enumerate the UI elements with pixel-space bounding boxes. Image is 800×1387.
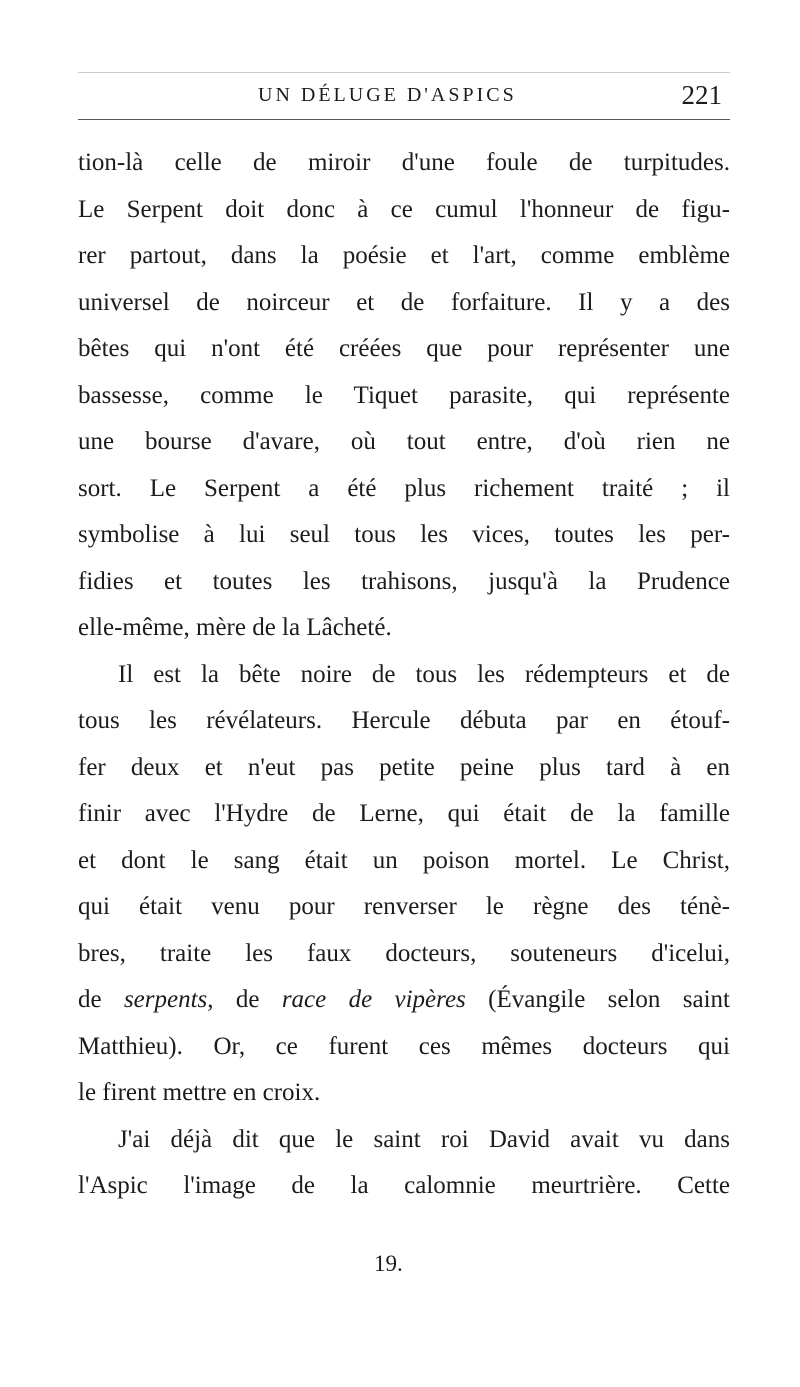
text-line: tion-là celle de miroir d'une foule de turpitudes. — [78, 149, 730, 176]
text-line: sort. Le Serpent a été plus richement traité ; il — [78, 474, 730, 502]
text-line: fer deux et n'eut pas petite peine plus tard à en — [78, 753, 730, 781]
text-line: symbolise à lui seul tous les vices, toutes les per- — [78, 521, 730, 548]
running-title: UN DÉLUGE D'ASPICS — [258, 84, 517, 106]
text-line: universel de noirceur et de forfaiture. Il y a des — [78, 288, 730, 316]
text-line: bêtes qui n'ont été créées que pour représenter une — [78, 335, 730, 362]
text-fragment: , de — [207, 986, 282, 1013]
text-fragment: de — [78, 986, 124, 1013]
text-line: elle-même, mère de la Lâcheté. — [78, 614, 392, 641]
text-line: tous les révélateurs. Hercule débuta par en étouf- — [78, 707, 730, 734]
text-line: Il est la bête noire de tous les rédempteurs et de — [118, 660, 730, 688]
text-line: Matthieu). Or, ce furent ces mêmes docteurs qui — [78, 1032, 730, 1060]
text-line: J'ai déjà dit que le saint roi David avait vu dans — [118, 1125, 730, 1153]
text-line: et dont le sang était un poison mortel. Le Christ, — [78, 846, 730, 874]
text-line: qui était venu pour renverser le règne des ténè- — [78, 893, 730, 920]
body-text — [78, 140, 730, 1210]
text-line: Le Serpent doit donc à ce cumul l'honneur de figu- — [78, 195, 730, 223]
header-rule — [78, 119, 730, 120]
text-line: bassesse, comme le Tiquet parasite, qui représente — [78, 381, 730, 409]
italic-text: race de vipères — [281, 986, 466, 1013]
text-fragment: (Évangile selon saint — [465, 986, 730, 1013]
text-line: une bourse d'avare, où tout entre, d'où rien ne — [78, 428, 730, 455]
text-line: bres, traite les faux docteurs, souteneurs d'icelui, — [78, 939, 730, 967]
italic-text: serpents — [123, 986, 208, 1013]
page-number: 221 — [681, 80, 722, 110]
text-line: l'Aspic l'image de la calomnie meurtrière. Cette — [78, 1172, 730, 1199]
header-top-rule — [78, 72, 730, 73]
text-line — [78, 977, 730, 1024]
text-line: finir avec l'Hydre de Lerne, qui était de la famille — [78, 800, 730, 827]
page-header — [78, 80, 730, 124]
text-line: fidies et toutes les trahisons, jusqu'à la Prudence — [78, 567, 730, 595]
text-line: rer partout, dans la poésie et l'art, comme emblème — [78, 242, 730, 269]
text-line: le firent mettre en croix. — [78, 1079, 321, 1106]
signature-mark: 19. — [374, 1251, 403, 1276]
